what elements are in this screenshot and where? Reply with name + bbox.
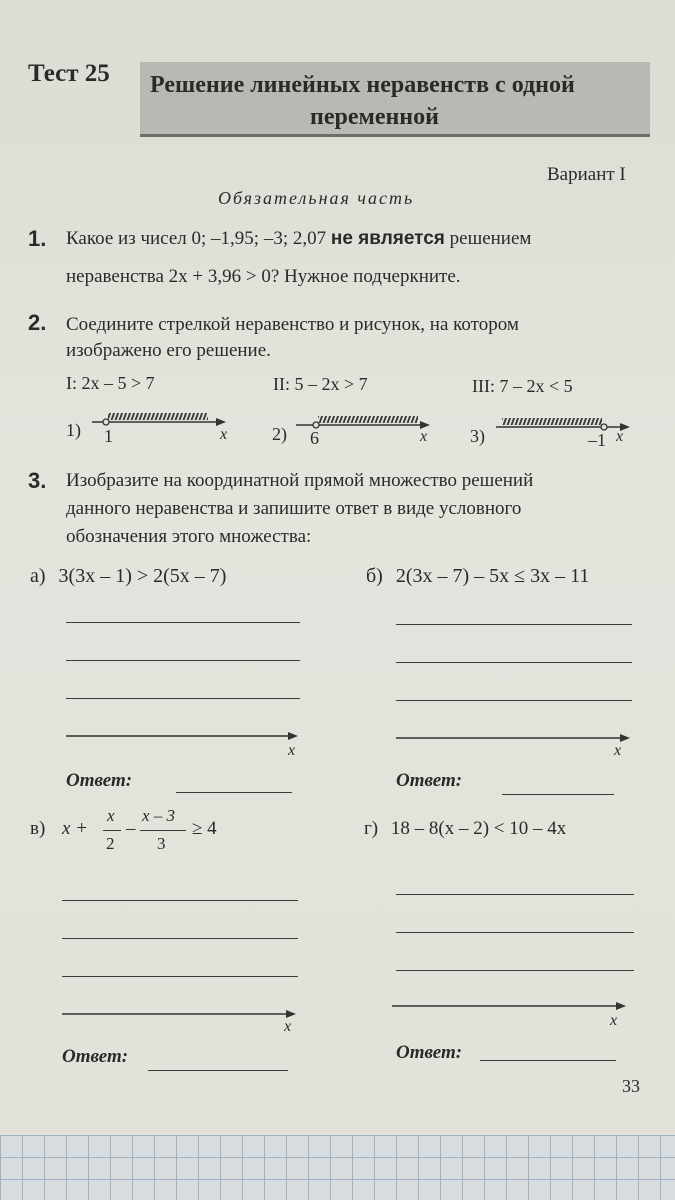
- ineq-expr: 7 – 2x < 5: [499, 376, 573, 396]
- q2-picture-3-numberline: [496, 410, 636, 450]
- q3-part-a: [30, 565, 226, 588]
- q3-text-line2: данного неравенства и запишите ответ в виде условного: [66, 498, 522, 519]
- variant-label: Вариант I: [547, 164, 626, 185]
- q2-picture-2-axis: x: [420, 428, 428, 445]
- q2-picture-2-point: 6: [310, 428, 319, 448]
- answer-line[interactable]: [396, 624, 632, 625]
- q1-number: 1.: [28, 226, 47, 251]
- answer-line[interactable]: [396, 662, 632, 663]
- answer-field[interactable]: [502, 794, 614, 795]
- q3-d-axis[interactable]: [392, 1000, 632, 1012]
- q3-number: 3.: [28, 468, 47, 493]
- q3-part-c-label: в): [30, 818, 46, 839]
- ineq-label: III:: [472, 376, 495, 396]
- part-label: б): [366, 565, 383, 587]
- q2-text-line2: изображено его решение.: [66, 340, 271, 361]
- part-label: г): [364, 818, 379, 839]
- answer-line[interactable]: [66, 660, 300, 661]
- q2-picture-3-axis: x: [616, 428, 624, 445]
- q2-picture-1-label: 1): [66, 420, 81, 440]
- page-number: 33: [622, 1076, 640, 1096]
- ineq-label: II:: [273, 374, 290, 394]
- answer-line[interactable]: [62, 976, 298, 977]
- answer-line[interactable]: [396, 700, 632, 701]
- q2-picture-1-point: 1: [104, 426, 113, 446]
- q3-part-c-tail: ≥ 4: [192, 818, 217, 839]
- q3-a-axis[interactable]: [66, 730, 306, 742]
- q1-text-bold: не является: [330, 228, 445, 249]
- q2-picture-3-label: 3): [470, 426, 485, 446]
- test-number: Тест 25: [28, 60, 110, 87]
- q3-d-answer-label: Ответ:: [396, 1042, 463, 1063]
- q3-c-axis[interactable]: [62, 1008, 302, 1020]
- q2-text-line1: Соедините стрелкой неравенство и рисунок, на котором: [66, 314, 519, 335]
- q2-picture-3-point: –1: [588, 430, 606, 450]
- part-label: а): [30, 565, 46, 587]
- q3-part-c-frac1-den: 2: [106, 834, 115, 853]
- q2-inequality-2: [273, 374, 368, 395]
- q2-inequality-1: [66, 373, 155, 394]
- answer-line[interactable]: [396, 932, 634, 933]
- q2-number: 2.: [28, 310, 47, 335]
- answer-field[interactable]: [148, 1070, 288, 1071]
- q3-part-c-minus: –: [126, 818, 136, 839]
- q3-d-axis-label: x: [610, 1012, 618, 1029]
- q1-text-b: решением: [449, 228, 532, 249]
- q2-picture-1-axis: x: [220, 426, 228, 443]
- q2-picture-1-numberline: [92, 405, 232, 445]
- q1-text-line2: неравенства 2x + 3,96 > 0? Нужное подчеркните.: [66, 266, 461, 287]
- part-expr: 18 – 8(x – 2) < 10 – 4x: [390, 818, 567, 839]
- desk-surface: [0, 1135, 675, 1200]
- q3-a-axis-label: x: [288, 742, 296, 759]
- answer-line[interactable]: [66, 698, 300, 699]
- section-heading: Обязательная часть: [218, 188, 415, 208]
- ineq-expr: 2x – 5 > 7: [81, 373, 155, 393]
- q3-b-axis-label: x: [614, 742, 622, 759]
- q3-text-line1: Изобразите на координатной прямой множество решений: [66, 470, 534, 491]
- title-line-1: Решение линейных неравенств с одной: [150, 72, 575, 98]
- q3-part-d: [364, 818, 566, 840]
- fraction-bar: [140, 830, 186, 831]
- q3-b-axis[interactable]: [396, 732, 636, 744]
- q3-c-axis-label: x: [284, 1018, 292, 1035]
- q3-part-c-frac1-num: x: [107, 806, 115, 825]
- q3-a-answer-label: Ответ:: [66, 770, 133, 791]
- answer-field[interactable]: [480, 1060, 616, 1061]
- answer-line[interactable]: [396, 970, 634, 971]
- q3-part-b: [366, 565, 589, 588]
- title-line-2: переменной: [310, 104, 439, 130]
- answer-line[interactable]: [396, 894, 634, 895]
- answer-field[interactable]: [176, 792, 292, 793]
- ineq-expr: 5 – 2x > 7: [294, 374, 368, 394]
- q3-part-c-frac2-den: 3: [157, 834, 166, 853]
- q2-inequality-3: [472, 376, 573, 397]
- q2-picture-2-label: 2): [272, 424, 287, 444]
- ineq-label: I:: [66, 373, 77, 393]
- q3-part-c-lead: x +: [62, 818, 89, 839]
- part-expr: 2(3x – 7) – 5x ≤ 3x – 11: [395, 565, 590, 587]
- q3-part-c-frac2-num: x – 3: [142, 806, 176, 825]
- part-expr: 3(3x – 1) > 2(5x – 7): [58, 565, 227, 587]
- q1-text-line1: [66, 228, 531, 250]
- q1-text-a: Какое из чисел 0; –1,95; –3; 2,07: [66, 228, 327, 249]
- q3-b-answer-label: Ответ:: [396, 770, 463, 791]
- fraction-bar: [103, 830, 121, 831]
- q3-text-line3: обозначения этого множества:: [66, 526, 312, 547]
- answer-line[interactable]: [66, 622, 300, 623]
- answer-line[interactable]: [62, 938, 298, 939]
- answer-line[interactable]: [62, 900, 298, 901]
- q3-c-answer-label: Ответ:: [62, 1046, 129, 1067]
